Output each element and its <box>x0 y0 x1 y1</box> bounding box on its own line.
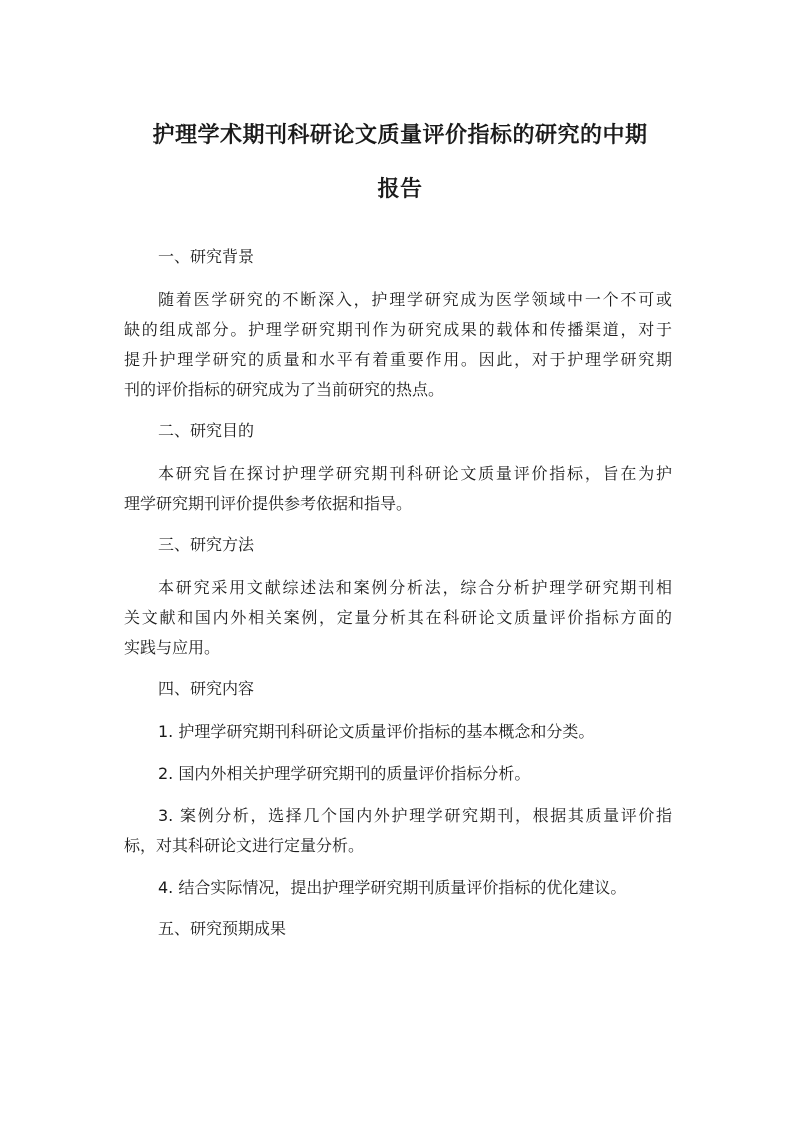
paragraph-line: 关文献和国内外相关案例，定量分析其在科研论文质量评价指标方面的 <box>124 608 672 627</box>
paragraph-line: 本研究采用文献综述法和案例分析法，综合分析护理学研究期刊相 <box>158 578 672 597</box>
paragraph-purpose <box>124 459 672 519</box>
list-item-line: 1. 护理学研究期刊科研论文质量评价指标的基本概念和分类。 <box>158 722 595 741</box>
list-item-line: 3. 案例分析，选择几个国内外护理学研究期刊，根据其质量评价指 <box>158 806 672 825</box>
paragraph-line: 理学研究期刊评价提供参考依据和指导。 <box>124 494 413 513</box>
paragraph-line: 缺的组成部分。护理学研究期刊作为研究成果的载体和传播渠道，对于 <box>124 320 672 339</box>
list-item <box>124 717 672 747</box>
paragraph-line: 提升护理学研究的质量和水平有着重要作用。因此，对于护理学研究期 <box>124 350 672 369</box>
list-item-line: 2. 国内外相关护理学研究期刊的质量评价指标分析。 <box>158 764 531 783</box>
list-item <box>124 873 672 903</box>
paragraph-line: 刊的评价指标的研究成为了当前研究的热点。 <box>124 380 445 399</box>
section-heading-purpose: 二、研究目的 <box>158 421 255 440</box>
list-item <box>124 801 672 861</box>
paragraph-line: 本研究旨在探讨护理学研究期刊科研论文质量评价指标，旨在为护 <box>158 464 672 483</box>
document-title-line-1: 护理学术期刊科研论文质量评价指标的研究的中期 <box>152 123 648 148</box>
list-item-line: 标，对其科研论文进行定量分析。 <box>124 836 365 855</box>
list-item <box>124 759 672 789</box>
paragraph-background <box>124 285 672 405</box>
list-item-line: 4. 结合实际情况，提出护理学研究期刊质量评价指标的优化建议。 <box>158 878 627 897</box>
document-title-line-2: 报告 <box>377 177 423 202</box>
section-heading-method: 三、研究方法 <box>158 535 255 554</box>
paragraph-method <box>124 573 672 663</box>
section-heading-content: 四、研究内容 <box>158 679 255 698</box>
section-heading-outcomes: 五、研究预期成果 <box>158 919 287 938</box>
paragraph-line: 随着医学研究的不断深入，护理学研究成为医学领域中一个不可或 <box>158 290 672 309</box>
section-heading-background: 一、研究背景 <box>158 247 255 266</box>
paragraph-line: 实践与应用。 <box>124 638 221 657</box>
